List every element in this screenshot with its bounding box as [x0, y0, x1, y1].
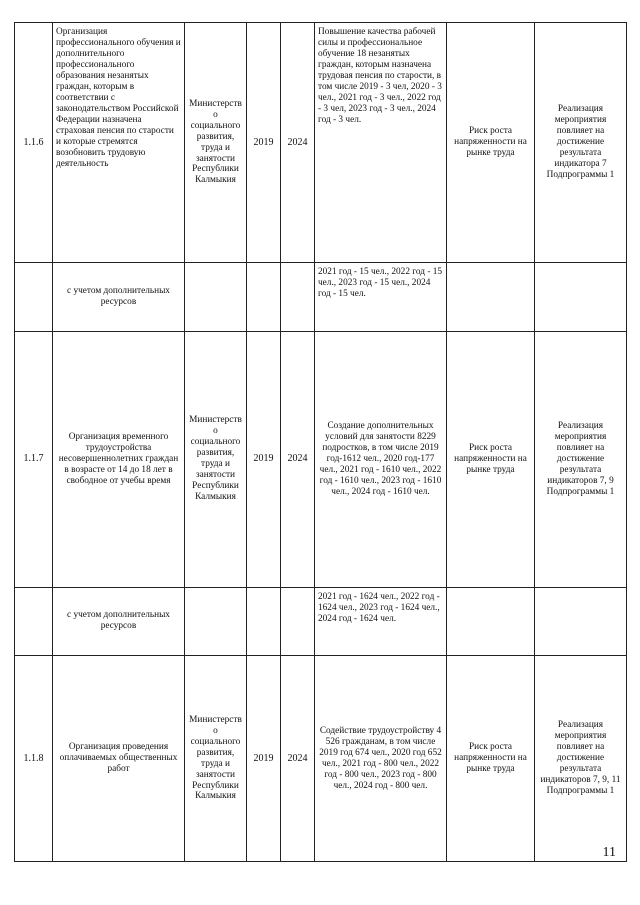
empty-cell: [535, 587, 627, 656]
empty-cell: [281, 263, 315, 332]
risk: Риск роста напряженности на рынке труда: [447, 23, 535, 263]
executor: Министерство социального развития, труда и занятости Республики Калмыкия: [185, 23, 247, 263]
note: Реализация мероприятия повлияет на достижение результата индикаторов 7, 9, 11 Подпрограммы 1: [535, 656, 627, 862]
empty-cell: [185, 587, 247, 656]
start-year: 2019: [247, 23, 281, 263]
expected-result: Повышение качества рабочей силы и профессиональное обучение 18 незанятых граждан, которым назначена трудовая пенсия по старости, в том числе 2019 - 3 чел, 2020 - 3 чел., 2021 год - 3 чел., 2022 год - 3 чел, 2023 год - 3 чел., 2024 год - 3 чел.: [315, 23, 447, 263]
table-row: [15, 263, 627, 332]
empty-cell: [15, 263, 53, 332]
measure-name: Организация профессионального обучения и дополнительного профессионального образования незанятых граждан, которым в соответствии с законодательством Российской Федерации назначена страховая пенсия по старости и которые стремятся возобновить трудовую деятельность: [53, 23, 185, 263]
empty-cell: [447, 587, 535, 656]
end-year: 2024: [281, 656, 315, 862]
table-row: [15, 587, 627, 656]
end-year: 2024: [281, 23, 315, 263]
page-number: 11: [602, 845, 616, 860]
resources-result: 2021 год - 1624 чел., 2022 год - 1624 чел., 2023 год - 1624 чел., 2024 год - 1624 чел.: [315, 587, 447, 656]
expected-result: Содействие трудоустройству 4 526 гражданам, в том числе 2019 год 674 чел., 2020 год 652 чел., 2021 год - 800 чел., 2022 год - 800 чел., 2023 год - 800 чел., 2024 год - 800 чел.: [315, 656, 447, 862]
executor: Министерство социального развития, труда и занятости Республики Калмыкия: [185, 331, 247, 587]
expected-result: Создание дополнительных условий для занятости 8229 подростков, в том числе 2019 год-1612 чел., 2020 год-177 чел., 2021 год - 1610 чел., 2022 год - 1610 чел., 2023 год - 1610 чел., 2024 год - 1610 чел.: [315, 331, 447, 587]
resources-label: с учетом дополнительных ресурсов: [53, 587, 185, 656]
measure-name: Организация временного трудоустройства несовершеннолетних граждан в возрасте от 14 до 18 лет в свободное от учебы время: [53, 331, 185, 587]
note: Реализация мероприятия повлияет на достижение результата индикатора 7 Подпрограммы 1: [535, 23, 627, 263]
empty-cell: [281, 587, 315, 656]
empty-cell: [447, 263, 535, 332]
executor: Министерство социального развития, труда и занятости Республики Калмыкия: [185, 656, 247, 862]
table-row: [15, 23, 627, 263]
note: Реализация мероприятия повлияет на достижение результата индикаторов 7, 9 Подпрограммы 1: [535, 331, 627, 587]
empty-cell: [247, 587, 281, 656]
row-number: 1.1.6: [15, 23, 53, 263]
measures-table: [14, 22, 627, 862]
end-year: 2024: [281, 331, 315, 587]
row-number: 1.1.8: [15, 656, 53, 862]
measure-name: Организация проведения оплачиваемых общественных работ: [53, 656, 185, 862]
table-row: [15, 331, 627, 587]
resources-result: 2021 год - 15 чел., 2022 год - 15 чел., 2023 год - 15 чел., 2024 год - 15 чел.: [315, 263, 447, 332]
resources-label: с учетом дополнительных ресурсов: [53, 263, 185, 332]
risk: Риск роста напряженности на рынке труда: [447, 331, 535, 587]
row-number: 1.1.7: [15, 331, 53, 587]
table-row: [15, 656, 627, 862]
start-year: 2019: [247, 656, 281, 862]
empty-cell: [15, 587, 53, 656]
risk: Риск роста напряженности на рынке труда: [447, 656, 535, 862]
document-table-container: [14, 22, 626, 862]
empty-cell: [535, 263, 627, 332]
empty-cell: [185, 263, 247, 332]
empty-cell: [247, 263, 281, 332]
start-year: 2019: [247, 331, 281, 587]
